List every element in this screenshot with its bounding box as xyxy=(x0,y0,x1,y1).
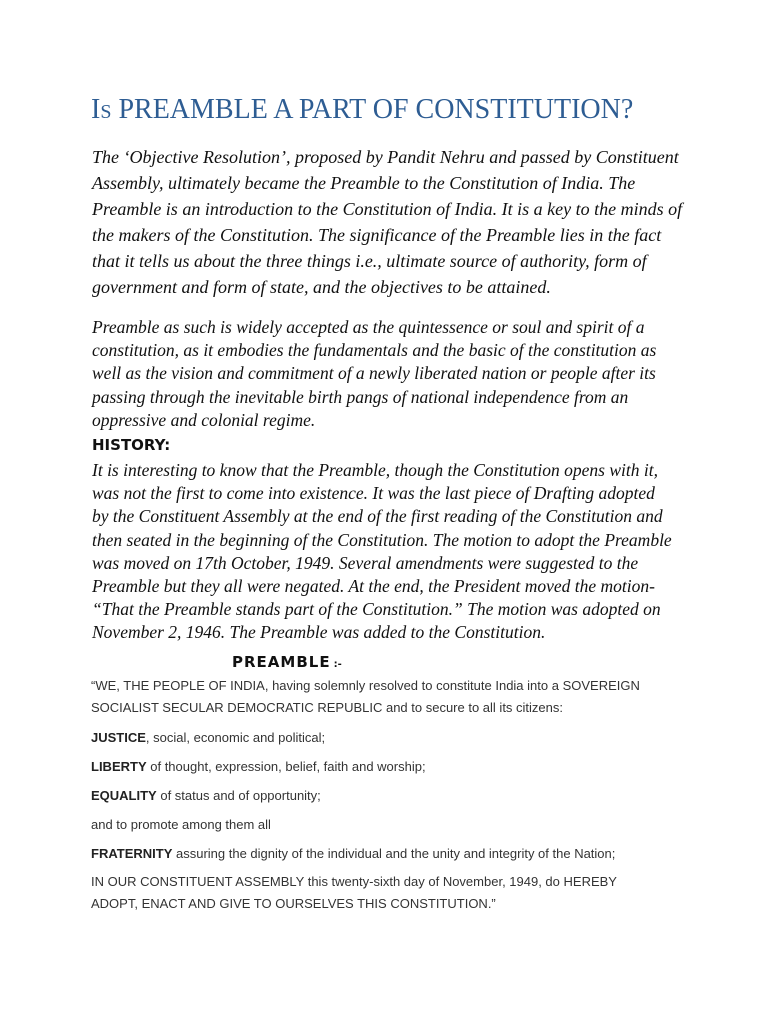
history-line: Preamble but they all were negated. At the end, the President moved the motion- xyxy=(92,576,655,597)
preamble-heading-suffix: :- xyxy=(333,659,342,670)
liberty-text: of thought, expression, belief, faith and worship; xyxy=(146,759,426,774)
history-heading: HISTORY: xyxy=(92,436,171,454)
history-line: November 2, 1946. The Preamble was added to the Constitution. xyxy=(92,622,546,643)
preamble-opening-line: “WE, THE PEOPLE OF INDIA, having solemnly resolved to constitute India into a SOVEREIGN xyxy=(91,678,640,693)
preamble-equality xyxy=(91,785,321,807)
intro-line: Preamble is an introduction to the Constitution of India. It is a key to the minds of xyxy=(92,199,683,219)
preamble-opening xyxy=(91,675,640,719)
soul-paragraph xyxy=(92,316,656,432)
justice-term: JUSTICE xyxy=(91,730,146,745)
preamble-fraternity xyxy=(91,843,615,865)
preamble-closing-line: IN OUR CONSTITUENT ASSEMBLY this twenty-sixth day of November, 1949, do HEREBY xyxy=(91,874,617,889)
equality-text: of status and of opportunity; xyxy=(156,788,321,803)
liberty-term: LIBERTY xyxy=(91,759,147,774)
preamble-closing-line: ADOPT, ENACT AND GIVE TO OURSELVES THIS CONSTITUTION.” xyxy=(91,896,496,911)
fraternity-term: FRATERNITY xyxy=(91,846,173,861)
page-title: Is PREAMBLE A PART OF CONSTITUTION? xyxy=(91,94,634,125)
intro-line: The ‘Objective Resolution’, proposed by Pandit Nehru and passed by Constituent xyxy=(92,147,679,167)
preamble-opening-line: SOCIALIST SECULAR DEMOCRATIC REPUBLIC and to secure to all its citizens: xyxy=(91,700,563,715)
preamble-closing xyxy=(91,871,617,915)
soul-line: well as the vision and commitment of a newly liberated nation or people after its xyxy=(92,363,656,384)
preamble-heading xyxy=(232,650,342,677)
history-line: It is interesting to know that the Preamble, though the Constitution opens with it, xyxy=(92,460,658,480)
soul-line: oppressive and colonial regime. xyxy=(92,409,316,430)
soul-line: Preamble as such is widely accepted as the quintessence or soul and spirit of a xyxy=(92,317,645,337)
history-line: was moved on 17th October, 1949. Several amendments were suggested to the xyxy=(92,552,639,573)
history-paragraph xyxy=(92,459,672,645)
soul-line: constitution, as it embodies the fundamentals and the basic of the constitution as xyxy=(92,340,657,361)
preamble-promote: and to promote among them all xyxy=(91,817,271,832)
preamble-heading-text: PREAMBLE xyxy=(232,653,331,671)
preamble-liberty xyxy=(91,756,426,778)
history-line: by the Constituent Assembly at the end of the first reading of the Constitution and xyxy=(92,506,663,527)
intro-line: that it tells us about the three things i.e., ultimate source of authority, form of xyxy=(92,251,647,271)
intro-line: Assembly, ultimately became the Preamble to the Constitution of India. The xyxy=(92,173,636,193)
intro-line: government and form of state, and the objectives to be attained. xyxy=(92,277,551,297)
equality-term: EQUALITY xyxy=(91,788,157,803)
history-line: was not the first to come into existence. It was the last piece of Drafting adopted xyxy=(92,483,655,504)
fraternity-text: assuring the dignity of the individual and the unity and integrity of the Nation; xyxy=(172,846,616,861)
history-line: then seated in the beginning of the Constitution. The motion to adopt the Preamble xyxy=(92,529,672,550)
intro-line: the makers of the Constitution. The significance of the Preamble lies in the fact xyxy=(92,225,662,245)
intro-paragraph xyxy=(92,144,682,300)
justice-text: , social, economic and political; xyxy=(145,730,326,745)
preamble-justice xyxy=(91,727,325,749)
soul-line: passing through the inevitable birth pangs of national independence from an xyxy=(92,386,629,407)
history-line: “That the Preamble stands part of the Constitution.” The motion was adopted on xyxy=(92,599,661,620)
